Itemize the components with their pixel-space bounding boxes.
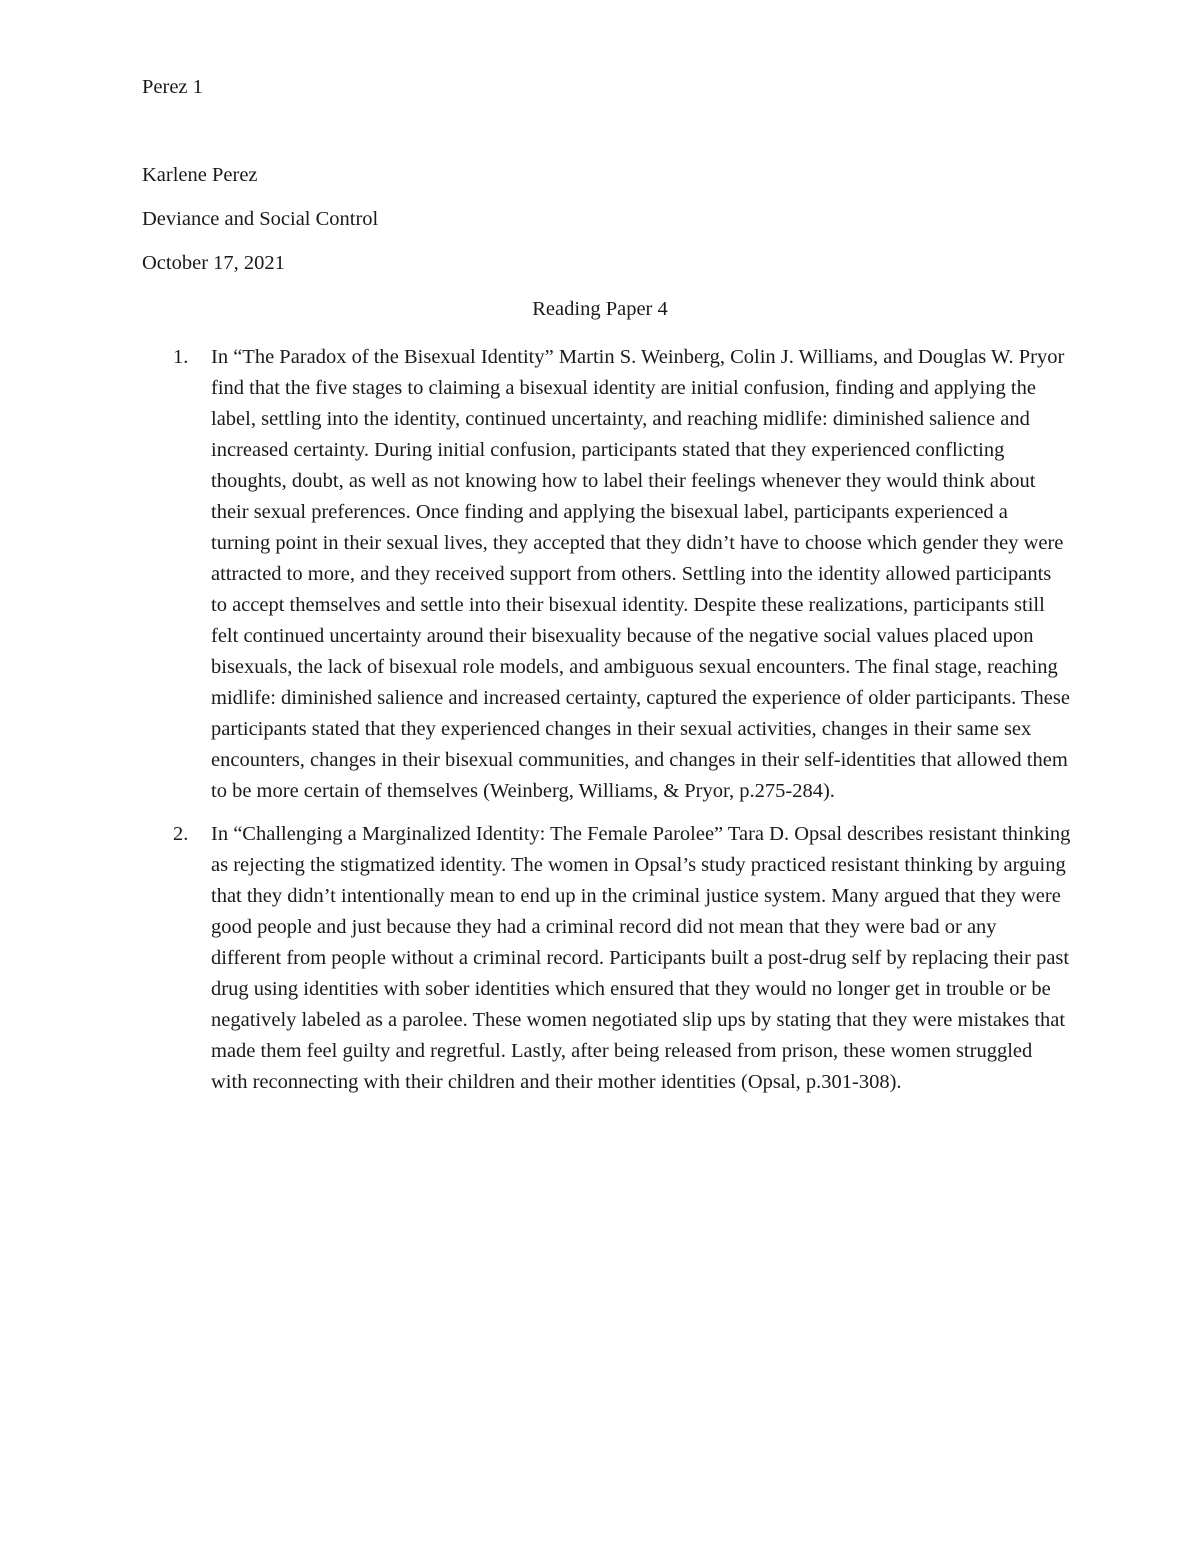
answer-text: In “Challenging a Marginalized Identity: The Female Parolee” Tara D. Opsal describes resistant thinking as rejecting the stigmatized identity. The women in Opsal’s study practiced resistant thinking by arguing that they didn’t intentionally mean to end up in the criminal justice system. Many argued that they were good people and just because they had a criminal record did not mean that they were bad or any different from people without a criminal record. Participants built a post-drug self by replacing their past drug using identities with sober identities which ensured that they would no longer get in trouble or be negatively labeled as a parolee. These women negotiated slip ups by stating that they were mistakes that made them feel guilty and regretful. Lastly, after being released from prison, these women struggled with reconnecting with their children and their mother identities (Opsal, p.301-308). [211, 823, 1071, 1093]
answer-number: 1. [173, 346, 189, 368]
answer-item-2 [173, 819, 1071, 1098]
answer-text: In “The Paradox of the Bisexual Identity” Martin S. Weinberg, Colin J. Williams, and Douglas W. Pryor find that the five stages to claiming a bisexual identity are initial confusion, finding and applying the label, settling into the identity, continued uncertainty, and reaching midlife: diminished salience and increased certainty. During initial confusion, participants stated that they experienced conflicting thoughts, doubt, as well as not knowing how to label their feelings whenever they would think about their sexual preferences. Once finding and applying the bisexual label, participants experienced a turning point in their sexual lives, they accepted that they didn’t have to choose which gender they were attracted to more, and they received support from others. Settling into the identity allowed participants to accept themselves and settle into their bisexual identity. Despite these realizations, participants still felt continued uncertainty around their bisexuality because of the negative social values placed upon bisexuals, the lack of bisexual role models, and ambiguous sexual encounters. The final stage, reaching midlife: diminished salience and increased certainty, captured the experience of older participants. These participants stated that they experienced changes in their sexual activities, changes in their same sex encounters, changes in their bisexual communities, and changes in their self-identities that allowed them to be more certain of themselves (Weinberg, Williams, & Pryor, p.275-284). [211, 346, 1070, 802]
course-name: Deviance and Social Control [142, 208, 379, 230]
answer-item-1 [173, 342, 1071, 807]
author-name: Karlene Perez [142, 164, 258, 186]
page-number: Perez 1 [142, 76, 203, 98]
document-title: Reading Paper 4 [532, 298, 668, 320]
answer-list [0, 342, 1200, 1098]
document-date: October 17, 2021 [142, 252, 285, 274]
answer-number: 2. [173, 823, 189, 845]
